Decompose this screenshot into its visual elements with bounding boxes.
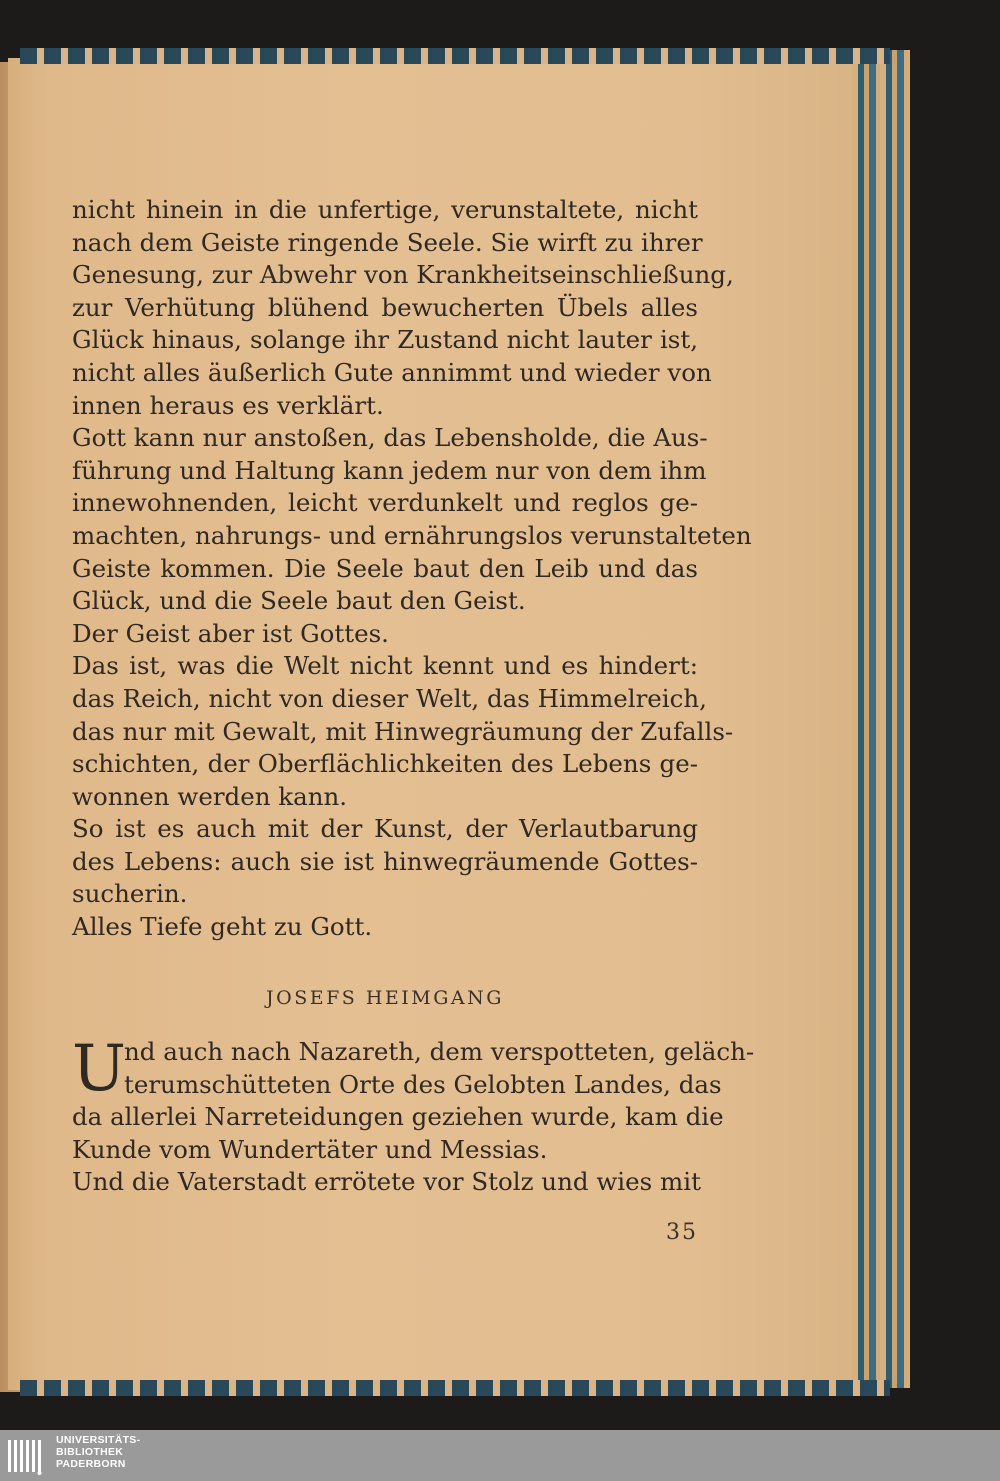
text-line: Alles Tiefe geht zu Gott.: [72, 912, 373, 942]
text-line: da allerlei Narreteidungen geziehen wurde, kam die: [72, 1102, 724, 1132]
text-line: Der Geist aber ist Gottes.: [72, 618, 389, 648]
chapter-text: [72, 1032, 755, 1199]
text-line: Glück hinaus, solange ihr Zustand nicht lauter ist,: [72, 325, 698, 355]
text-line: innen heraus es verklärt.: [72, 390, 384, 420]
text-line: nach dem Geiste ringende Seele. Sie wirft zu ihrer: [72, 227, 703, 257]
book-binding-right: [852, 50, 910, 1388]
text-line: terumschütteten Orte des Gelobten Landes, das: [124, 1069, 722, 1099]
text-line: nd auch nach Nazareth, dem verspotteten, geläch-: [124, 1037, 755, 1066]
library-name: [56, 1434, 140, 1470]
text-line: sucherin.: [72, 879, 188, 909]
text-line: das nur mit Gewalt, mit Hinwegräumung der Zufalls-: [72, 716, 734, 746]
text-line: Glück, und die Seele baut den Geist.: [72, 586, 526, 616]
drop-cap: U: [72, 1032, 126, 1106]
binding-stripe-top: [20, 48, 890, 64]
text-line: Geiste kommen. Die Seele baut den Leib und das: [72, 553, 698, 583]
body-text: [72, 194, 752, 944]
library-name-line: BIBLIOTHEK: [56, 1446, 124, 1458]
page-number: 35: [666, 1220, 698, 1245]
library-name-line: PADERBORN: [56, 1458, 126, 1470]
text-line: innewohnenden, leicht verdunkelt und reglos ge-: [72, 488, 698, 518]
library-name-line: UNIVERSITÄTS-: [56, 1434, 141, 1446]
chapter-heading: JOSEFS HEIMGANG: [266, 987, 504, 1009]
text-line: Genesung, zur Abwehr von Krankheitseinschließung,: [72, 260, 734, 290]
text-line: zur Verhütung blühend bewucherten Übels alles: [72, 292, 698, 322]
text-line: nicht hinein in die unfertige, verunstaltete, nicht: [72, 195, 698, 224]
library-footer: [0, 1430, 1000, 1481]
text-line: wonnen werden kann.: [72, 781, 348, 811]
library-logo-icon: [6, 1436, 46, 1476]
binding-stripe-bottom: [20, 1380, 890, 1396]
text-line: Und die Vaterstadt errötete vor Stolz und wies mit: [72, 1167, 701, 1197]
text-line: das Reich, nicht von dieser Welt, das Himmelreich,: [72, 683, 707, 713]
text-line: So ist es auch mit der Kunst, der Verlautbarung: [72, 814, 698, 844]
text-line: Das ist, was die Welt nicht kennt und es hindert:: [72, 651, 698, 681]
text-line: machten, nahrungs- und ernährungslos verunstalteten: [72, 520, 752, 550]
text-line: führung und Haltung kann jedem nur von dem ihm: [72, 455, 707, 485]
text-line: schichten, der Oberflächlichkeiten des Lebens ge-: [72, 749, 698, 779]
text-line: nicht alles äußerlich Gute annimmt und wieder von: [72, 357, 712, 387]
text-line: des Lebens: auch sie ist hinwegräumende Gottes-: [72, 846, 698, 876]
text-line: Kunde vom Wundertäter und Messias.: [72, 1134, 548, 1164]
text-line: Gott kann nur anstoßen, das Lebensholde, die Aus-: [72, 423, 708, 453]
